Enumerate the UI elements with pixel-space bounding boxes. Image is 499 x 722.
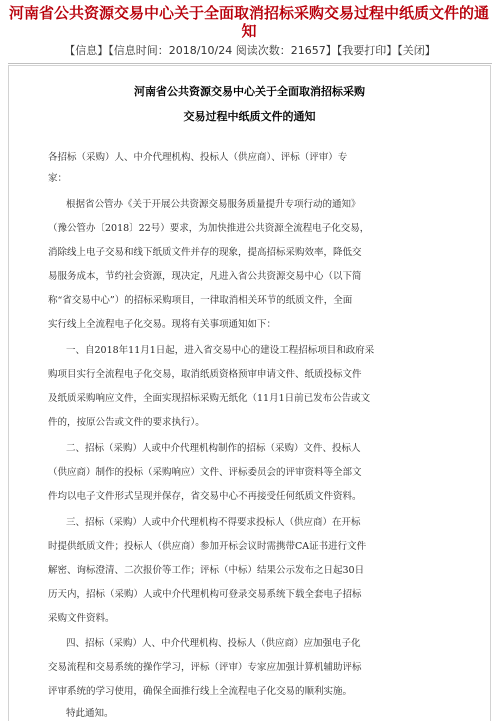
document-line: （供应商）制作的投标（采购响应）文件、评标委员会的评审资料等全部文 xyxy=(48,467,362,478)
info-time-close: 】 xyxy=(325,44,337,57)
view-count-label: 阅读次数： xyxy=(235,44,291,57)
page-title: 河南省公共资源交易中心关于全面取消招标采购交易过程中纸质文件的通知 xyxy=(8,4,489,40)
document-line: 件的，按原公告或文件的要求执行）。 xyxy=(48,417,205,428)
document-line: 交易流程和交易系统的操作学习，评标（评审）专家应加强计算机辅助评标 xyxy=(48,662,362,673)
info-link[interactable]: 【信息】 xyxy=(64,44,109,57)
document-line: 解密、询标澄清、二次报价等工作；评标（中标）结果公示发布之日起30日 xyxy=(48,565,365,576)
document-line: 评审系统的学习使用，确保全面推行线上全流程电子化交易的顺利实施。 xyxy=(48,686,353,697)
document-line: 二、招标（采购）人或中介代理机构制作的招标（采购）文件、投标人 xyxy=(66,443,361,454)
document-line: 家： xyxy=(48,173,68,184)
document-line: 时提供纸质文件；投标人（供应商）参加开标会议时需携带CA证书进行文件 xyxy=(48,541,367,552)
document-line: （豫公管办〔2018〕22号）要求，为加快推进公共资源全流程电子化交易， xyxy=(48,223,370,234)
info-bar xyxy=(8,43,492,58)
document-line: 根据省公管办《关于开展公共资源交易服务质量提升专项行动的通知》 xyxy=(66,199,361,210)
document-heading-line1: 河南省公共资源交易中心关于全面取消招标采购 xyxy=(134,85,365,98)
document-line: 四、招标（采购）人、中介代理机构、投标人（供应商）应加强电子化 xyxy=(66,638,361,649)
document-line: 及纸质采购响应文件，全面实现招标采购无纸化（11月1日前已发布公告或文 xyxy=(48,393,371,404)
document-line: 三、招标（采购）人或中介代理机构不得要求投标人（供应商）在开标 xyxy=(66,517,361,528)
header-divider xyxy=(8,63,492,64)
document-line: 历天内，招标（采购）人或中介代理机构可登录交易系统下载全套电子招标 xyxy=(48,589,362,600)
info-time-value: 2018/10/24 xyxy=(168,44,233,57)
document-line: 实行线上全流程电子化交易。现将有关事项通知如下： xyxy=(48,319,277,330)
document-line: 购项目实行全流程电子化交易，取消纸质资格预审申请文件、纸质投标文件 xyxy=(48,369,362,380)
view-count-value: 21657 xyxy=(290,44,326,57)
document-line: 易服务成本，节约社会资源，现决定，凡进入省公共资源交易中心（以下简 xyxy=(48,271,362,282)
document-line: 各招标（采购）人、中介代理机构、投标人（供应商）、评标（评审）专 xyxy=(48,152,348,163)
document-heading-line2: 交易过程中纸质文件的通知 xyxy=(183,110,316,123)
document-line: 件均以电子文件形式呈现并保存，省交易中心不再接受任何纸质文件资料。 xyxy=(48,491,362,502)
document-line: 一、自2018年11月1日起，进入省交易中心的建设工程招标项目和政府采 xyxy=(66,345,375,356)
document-line: 消除线上电子交易和线下纸质文件并存的现象，提高招标采购效率，降低交 xyxy=(48,247,362,258)
close-link[interactable]: 【关闭】 xyxy=(397,44,436,57)
info-time-label: 【信息时间： xyxy=(108,44,169,57)
document-line: 称“省交易中心”）的招标采购项目，一律取消相关环节的纸质文件，全面 xyxy=(48,295,353,306)
document-line: 采购文件资料。 xyxy=(48,613,115,624)
print-link[interactable]: 【我要打印】 xyxy=(336,44,398,57)
document-line: 特此通知。 xyxy=(66,708,114,719)
